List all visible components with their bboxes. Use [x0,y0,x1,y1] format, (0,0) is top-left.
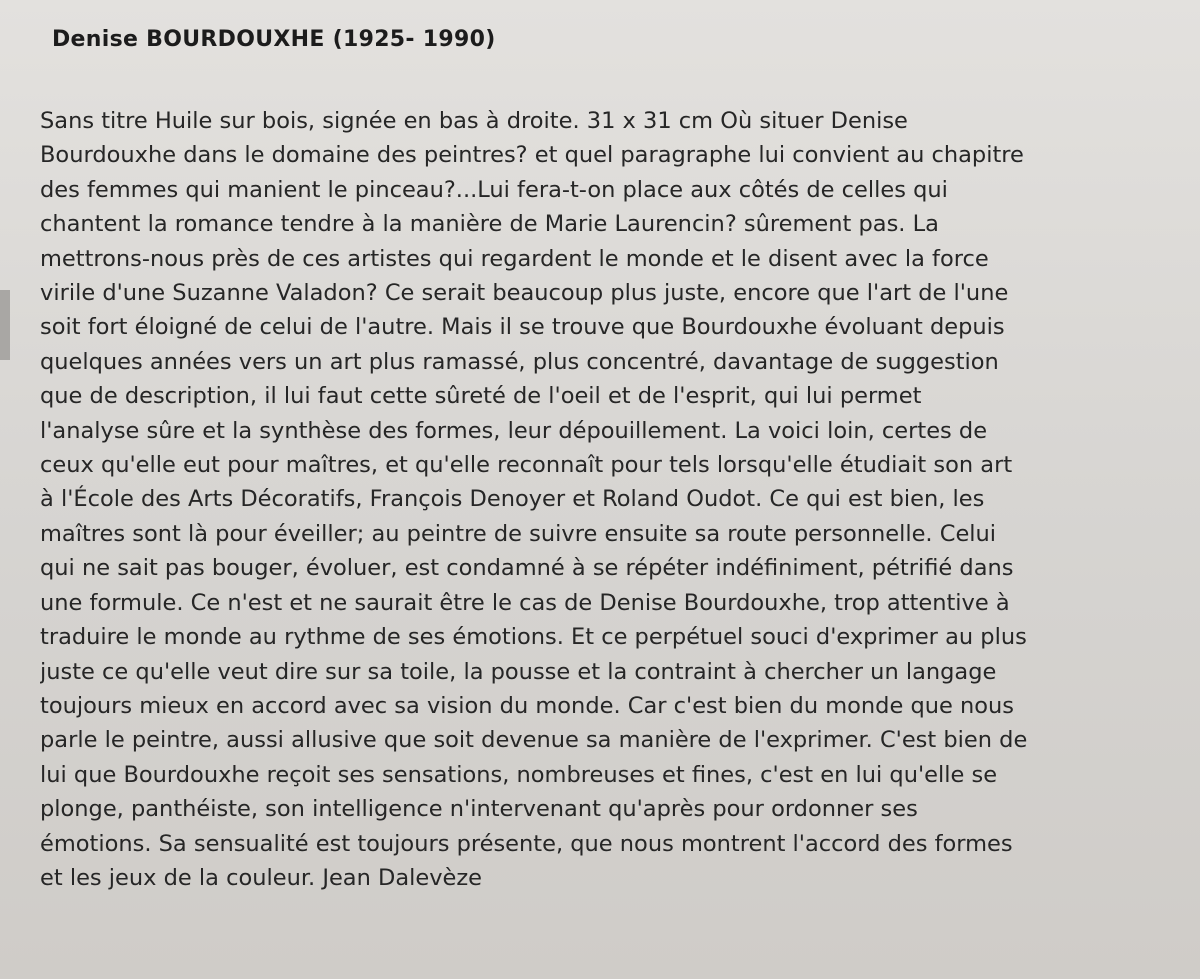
text-line: Bourdouxhe dans le domaine des peintres? et quel paragraphe lui convient au chapitre [40,142,1024,169]
text-line: traduire le monde au rythme de ses émotions. Et ce perpétuel souci d'exprimer au plus [40,624,1027,651]
text-line: juste ce qu'elle veut dire sur sa toile, la pousse et la contraint à chercher un langage [40,658,997,685]
text-line: parle le peintre, aussi allusive que soit devenue sa manière de l'exprimer. C'est bien de [40,727,1028,754]
text-line: maîtres sont là pour éveiller; au peintre de suivre ensuite sa route personnelle. Celui [40,520,997,547]
description-text [40,104,1180,895]
text-line: qui ne sait pas bouger, évoluer, est condamné à se répéter indéfiniment, pétrifié dans [40,555,1014,582]
text-line: que de description, il lui faut cette sûreté de l'oeil et de l'esprit, qui lui permet [40,383,922,410]
text-line: Sans titre Huile sur bois, signée en bas à droite. 31 x 31 cm Où situer Denise [40,108,908,134]
text-line: à l'École des Arts Décoratifs, François Denoyer et Roland Oudot. Ce qui est bien, les [40,486,985,513]
text-line: plonge, panthéiste, son intelligence n'intervenant qu'après pour ordonner ses [40,796,918,823]
left-edge-bar [0,290,10,360]
text-line: ceux qu'elle eut pour maîtres, et qu'elle reconnaît pour tels lorsqu'elle étudiait son art [40,452,1013,479]
artist-title: Denise BOURDOUXHE (1925- 1990) [52,27,496,52]
text-line: lui que Bourdouxhe reçoit ses sensations, nombreuses et fines, c'est en lui qu'elle se [40,761,998,788]
text-line: virile d'une Suzanne Valadon? Ce serait beaucoup plus juste, encore que l'art de l'une [40,280,1009,307]
text-line: et les jeux de la couleur. Jean Dalevèze [40,864,483,891]
text-line: l'analyse sûre et la synthèse des formes, leur dépouillement. La voici loin, certes de [40,417,988,444]
text-line: des femmes qui manient le pinceau?...Lui fera-t-on place aux côtés de celles qui [40,176,948,203]
text-line: quelques années vers un art plus ramassé, plus concentré, davantage de suggestion [40,348,999,375]
text-line: toujours mieux en accord avec sa vision du monde. Car c'est bien du monde que nous [40,692,1014,719]
text-line: une formule. Ce n'est et ne saurait être le cas de Denise Bourdouxhe, trop attentive à [40,589,1010,616]
text-line: émotions. Sa sensualité est toujours présente, que nous montrent l'accord des formes [40,830,1013,857]
text-line: soit fort éloigné de celui de l'autre. Mais il se trouve que Bourdouxhe évoluant depuis [40,314,1005,341]
text-line: chantent la romance tendre à la manière de Marie Laurencin? sûrement pas. La [40,211,939,238]
text-line: mettrons-nous près de ces artistes qui regardent le monde et le disent avec la force [40,245,989,272]
